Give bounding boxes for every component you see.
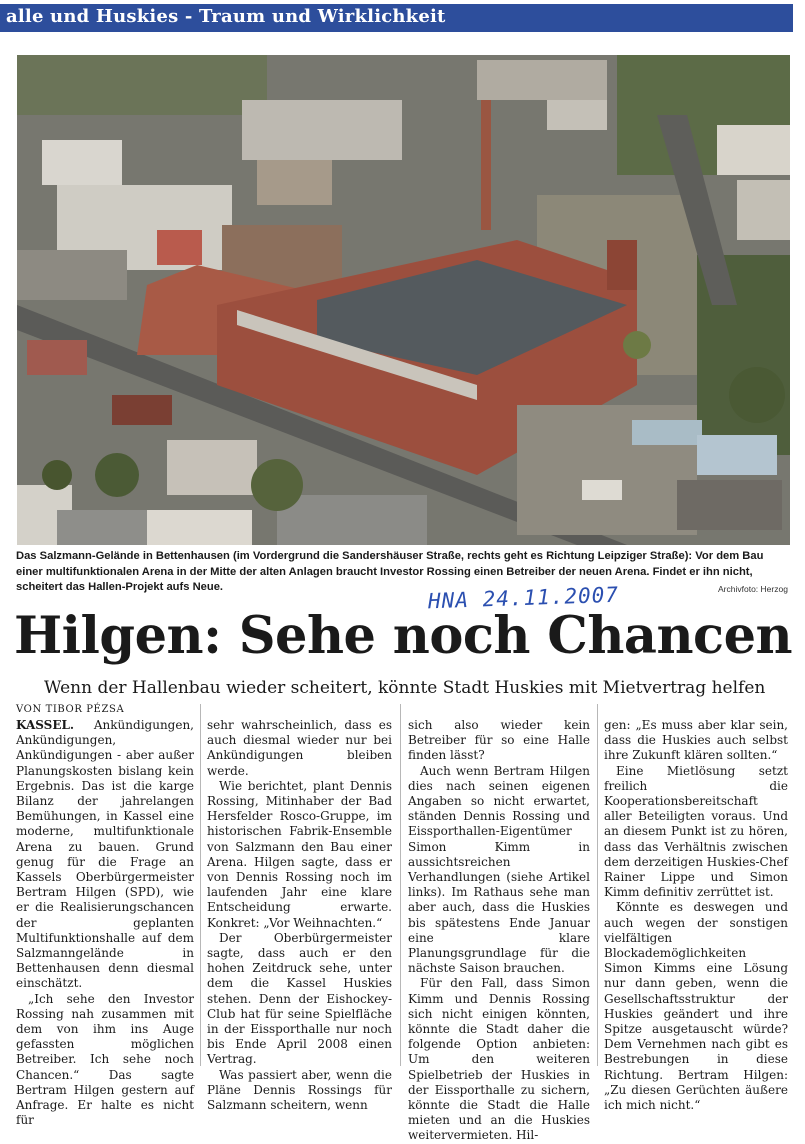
article-paragraph: sich also wieder kein Betreiber für so eine Halle finden lässt?: [408, 718, 590, 763]
aerial-photo: [17, 55, 790, 545]
column-divider: [200, 704, 201, 1066]
article-paragraph: gen: „Es muss aber klar sein, dass die Huskies auch selbst ihre Zukunft klären sollten.“: [604, 718, 788, 763]
article-column-3: [408, 718, 590, 1144]
section-banner-title: alle und Huskies - Traum und Wirklichkeit: [6, 6, 446, 27]
handwritten-date-note: HNA 24.11.2007: [427, 582, 620, 614]
article-column-1: [16, 718, 194, 1128]
column-divider: [400, 704, 401, 1066]
article-subheadline: Wenn der Hallenbau wieder scheitert, könnte Stadt Huskies mit Mietvertrag helfen: [44, 678, 766, 698]
article-column-2: [207, 718, 392, 1113]
photo-credit: Archivfoto: Herzog: [718, 584, 788, 594]
aerial-photo-illustration: [17, 55, 790, 545]
article-paragraph: Eine Mietlösung setzt freilich die Kooperationsbereitschaft aller Beteiligten voraus. Und an diesem Punkt ist zu hören, dass das Verhältnis zwischen dem derzeitigen Huskies-Chef Rainer Lippe und Simon Kimm definitiv zerrüttet ist.: [604, 763, 788, 900]
article-column-4: [604, 718, 788, 1113]
section-banner: [0, 4, 793, 32]
article-dateline: KASSEL.: [16, 718, 75, 732]
article-paragraph: „Ich sehe den Investor Rossing nah zusammen mit dem von ihm ins Auge gefassten möglichen Betreiber. Ich sehe noch Chancen.“ Das sagte Bertram Hilgen gestern auf Anfrage. Er halte es nicht für: [16, 991, 194, 1128]
article-paragraph: KASSEL. Ankündigungen, Ankündigungen, Ankündigungen - aber außer Planungskosten bislang kein Ergebnis. Das ist die karge Bilanz der jahrelangen Bemühungen, in Kassel eine moderne, multifunktionale Arena zu bauen. Grund genug für die Frage an Kassels Oberbürgermeister Bertram Hilgen (SPD), wie er die Realisierungschancen der geplanten Multifunktionshalle auf dem Salzmanngelände in Bettenhausen denn diesmal einschätzt.: [16, 718, 194, 991]
photo-caption: Das Salzmann-Gelände in Bettenhausen (im Vordergrund die Sandershäuser Straße, rechts geht es Richtung Leipziger Straße): Vor dem Bau einer multifunktionalen Arena in der Mitte der alten Anlagen braucht Investor Rossing einen Betreiber der neuen Arena. Findet er ihn nicht, scheitert das Hallen-Projekt aufs Neue.: [16, 550, 764, 593]
article-paragraph: Wie berichtet, plant Dennis Rossing, Mitinhaber der Bad Hersfelder Rosco-Gruppe, im historischen Fabrik-Ensemble von Salzmann den Bau einer Arena. Hilgen sagte, dass er von Dennis Rossing noch im laufenden Jahr eine klare Entscheidung erwarte. Konkret: „Vor Weihnachten.“: [207, 778, 392, 930]
article-paragraph: Was passiert aber, wenn die Pläne Dennis Rossings für Salzmann scheitern, wenn: [207, 1067, 392, 1113]
article-paragraph: Auch wenn Bertram Hilgen dies nach seinen eigenen Angaben so nicht erwartet, ständen Dennis Rossing und Eissporthallen-Eigentümer Simon Kimm in aussichtsreichen Verhandlungen (siehe Artikel links). Im Rathaus sehe man aber auch, dass die Huskies bis spätestens Ende Januar eine klare Planungsgrundlage für die nächste Saison brauchen.: [408, 763, 590, 976]
article-byline: VON TIBOR PÉZSA: [16, 704, 125, 715]
article-paragraph: sehr wahrscheinlich, dass es auch diesmal wieder nur bei Ankündigungen bleiben werde.: [207, 718, 392, 778]
article-paragraph: Für den Fall, dass Simon Kimm und Dennis Rossing sich nicht einigen könnten, könnte die Stadt daher die folgende Option anbieten: Um den weiteren Spielbetrieb der Huskies in der Eissporthalle zu sichern, könnte die Stadt die Halle mieten und an die Huskies weitervermieten. Hil-: [408, 976, 590, 1143]
article-paragraph: Könnte es deswegen und auch wegen der sonstigen vielfältigen Blockademöglichkeiten Simon Kimms eine Lösung nur dann geben, wenn die Gesellschaftsstruktur der Huskies geändert und ihre Spitze ausgetauscht würde? Dem Vernehmen nach gibt es Bestrebungen in diese Richtung. Bertram Hilgen: „Zu diesen Gerüchten äußere ich mich nicht.“: [604, 900, 788, 1113]
column-divider: [597, 704, 598, 1066]
article-paragraph: Der Oberbürgermeister sagte, dass auch er den hohen Zeitdruck sehe, unter dem die Kassel Huskies stehen. Denn der Eishockey-Club hat für seine Spielfläche in der Eissporthalle nur noch bis Ende April 2008 einen Vertrag.: [207, 930, 392, 1067]
article-headline: Hilgen: Sehe noch Chancen: [14, 606, 793, 666]
